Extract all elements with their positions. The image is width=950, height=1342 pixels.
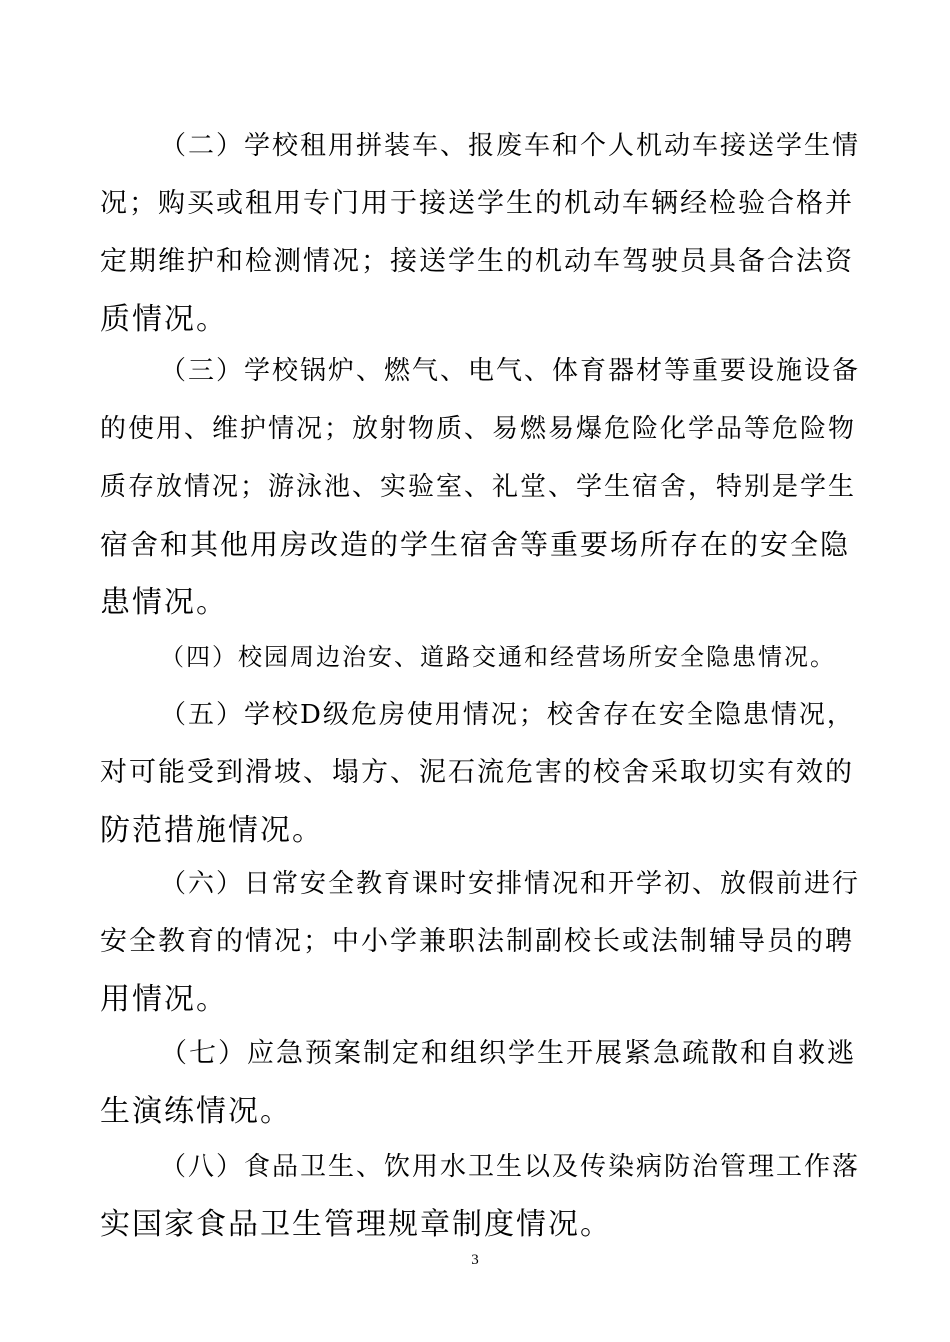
text-line: 质情况。 [100,302,228,337]
text-line: （五）学校D级危房使用情况；校舍存在安全隐患情况， [160,700,855,730]
paragraph-item-6 [100,855,860,1029]
paragraph-item-3 [100,342,860,632]
text-line: （八）食品卫生、饮用水卫生以及传染病防治管理工作落 [160,1152,861,1182]
text-line: 安全教育的情况；中小学兼职法制副校长或法制辅导员的聘 [100,926,854,957]
text-line: 用情况。 [100,982,228,1017]
paragraph-item-8 [100,1138,860,1254]
text-line: 质存放情况；游泳池、实验室、礼堂、学生宿舍，特别是学生 [100,472,857,502]
text-line: 定期维护和检测情况；接送学生的机动车驾驶员具备合法资 [100,246,854,277]
text-line: （六）日常安全教育课时安排情况和开学初、放假前进行 [160,869,861,899]
text-line: 生演练情况。 [100,1094,292,1129]
text-line: （四）校园周边治安、道路交通和经营场所安全隐患情况。 [160,643,836,671]
text-line: 防范措施情况。 [100,813,324,848]
page-number: 3 [471,1252,479,1268]
text-line: 的使用、维护情况；放射物质、易燃易爆危险化学品等危险物 [100,414,857,444]
paragraph-item-4 [100,628,860,686]
text-line: （二）学校租用拼装车、报废车和个人机动车接送学生情 [160,131,861,161]
text-line: （七）应急预案制定和组织学生开展紧急疏散和自救逃 [160,1038,856,1069]
text-line: （三）学校锅炉、燃气、电气、体育器材等重要设施设备 [160,356,861,386]
paragraph-item-2 [100,117,860,349]
text-line: 患情况。 [100,585,228,620]
text-line: 实国家食品卫生管理规章制度情况。 [100,1207,612,1242]
paragraph-item-7 [100,1025,860,1141]
paragraph-item-5 [100,686,860,860]
text-line: 对可能受到滑坡、塌方、泥石流危害的校舍采取切实有效的 [100,757,854,788]
text-line: 况；购买或租用专门用于接送学生的机动车辆经检验合格并 [100,188,854,219]
text-line: 宿舍和其他用房改造的学生宿舍等重要场所存在的安全隐 [100,528,851,561]
